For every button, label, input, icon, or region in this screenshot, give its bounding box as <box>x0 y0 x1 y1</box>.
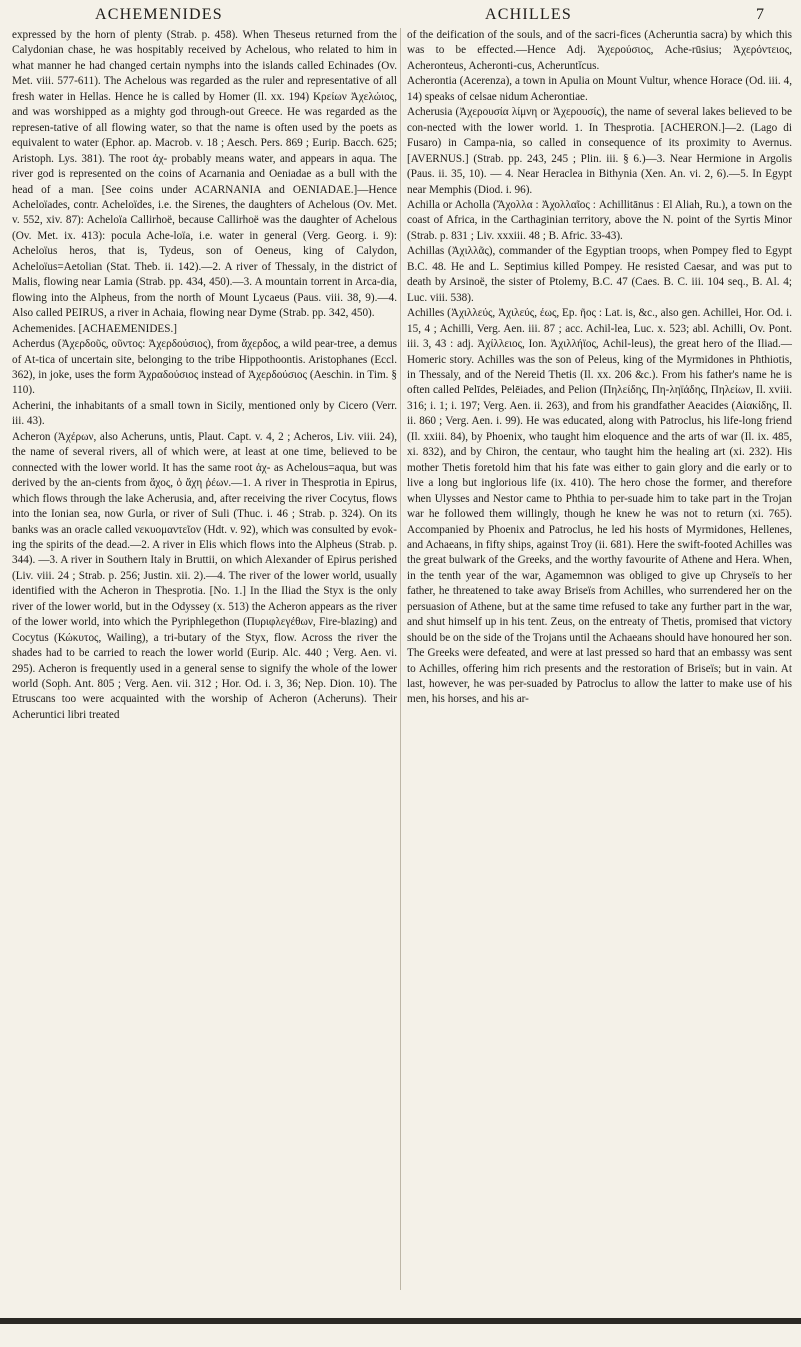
entry-paragraph: Achilles (Ἀχιλλεύς, Ἀχιλεύς, έως, Ep. ῆος : Lat. is, &c., also gen. Achillei, Hor. Od. i. 15, 4 ; Achilli, Verg. Aen. iii. 87 ; acc. Achil-lea, Luc. x. 523; abl. Achilli, Ov. Pont. iii. 3, 43 : adj. Ἀχίλλειος, Ion. Ἀχιλλήϊος, Achil-leus), the great hero of the Iliad.—Homeric story. Achilles was the son of Peleus, king of the Myrmidones in Phthiotis, in Thessaly, and of the Nereid Thetis (Il. xx. 206 &c.). From his father's name he is often called Pelīdes, Pelēiades, and Pelion (Πηλείδης, Πη-ληϊάδης, Πηλείων, Il. xviii. 316; i. 1; i. 197; Verg. Aen. ii. 263), and from his grandfather Aeacides (Αἰακίδης, Il. ii. 860 ; Verg. Aen. i. 99). He was educated, along with Patroclus, his life-long friend (Il. xxiii. 84), by Phoenix, who taught him eloquence and the arts of war (Il. ix. 485, xi. 832), and by Chiron, the centaur, who taught him the healing art (xi. 232). His mother Thetis foretold him that his fate was either to gain glory and die early or to live a long but inglorious life (ix. 410). The hero chose the former, and therefore when Ulysses and Nestor came to Phthia to per-suade him to take part in the Trojan war he followed them willingly, though he knew he was not to return (xi. 765). Accompanied by Phoenix and Patroclus, he led his hosts of Myrmidones, Hellenes, and Achaeans, in fifty ships, against Troy (ii. 681). Here the swift-footed Achilles was the great bulwark of the Greeks, and the worthy favourite of Athene and Hera. When, in the tenth year of the war, Agamemnon was obliged to give up Chryseïs to her father, he threatened to take away Briseïs from Achilles, who surrendered her on the persuasion of Athene, but at the same time refused to take any further part in the war, and shut himself up in his tent. Zeus, on the entreaty of Thetis, promised that victory should be on the side of the Trojans until the Achaeans should have honoured her son. The Greeks were defeated, and were at last pressed so hard that an embassy was sent to Achilles, offering him rich presents and the restoration of Briseïs; but in vain. At last, however, he was per-suaded by Patroclus to allow the latter to make use of his men, his horses, and his ar- <box>407 307 792 706</box>
entry-paragraph: of the deification of the souls, and of the sacri-fices (Acheruntia sacra) by which this was to be effected.—Hence Adj. Ἀχερούσιος, Ache-rūsius; Ἀχερόντειος, Acheronteus, Acheronti-cus, Acheruntĭcus. <box>407 29 792 72</box>
entry-paragraph: Acherdus (Ἀχερδοῦς, οῦντος: Ἀχερδούσιος), from ἄχερδος, a wild pear-tree, a demus of At-tica of uncertain site, belonging to the tribe Hippothoontis. Aristophanes (Eccl. 362), in joke, uses the form Ἀχραδούσιος instead of Ἀχερδούσιος (Aeschin. in Tim. § 110). <box>12 338 397 397</box>
column-divider <box>400 28 401 1290</box>
running-header-left: ACHEMENIDES <box>95 6 223 23</box>
entry-paragraph: Achemenides. [ACHAEMENIDES.] <box>12 322 177 335</box>
page-number: 7 <box>756 6 766 23</box>
right-column <box>407 28 792 708</box>
entry-paragraph: Achilla or Acholla (Ἄχολλα : Ἀχολλαῖος : Achillitānus : El Aliah, Ru.), a town on the coast of Africa, in the Carthaginian territory, above the N. point of the Syrtis Minor (Strab. p. 831 ; Liv. xxxiii. 48 ; B. Afric. 33-43). <box>407 198 792 242</box>
running-header-right: ACHILLES <box>485 6 572 23</box>
left-column <box>12 28 397 723</box>
entry-paragraph: expressed by the horn of plenty (Strab. p. 458). When Theseus returned from the Calydonian chase, he was hospitably received by Achelous, who related to him in what manner he had changed certain nymphs into the islands called Echinades (Ov. Met. viii. 577-611). The Achelous was regarded as the ruler and representative of all fresh water in Hellas. Hence he is called by Homer (Il. xx. 194) Κρείων Ἀχελώιος, and was worshipped as a mighty god through-out Greece. He was regarded as the represen-tative of all flowing water, so that the name is often used by the poets as equivalent to water (Ephor. ap. Macrob. v. 18 ; Aesch. Pers. 869 ; Eurip. Bacch. 625; Aristoph. Lys. 381). The root ἀχ- probably means water, and appears in aqua. The river god is represented on the coins of Acarnania and Oeniadae as a bull with the head of a man. [See coins under ACARNANIA and OENIADAE.]—Hence Acheloïades, contr. Acheloïdes, i.e. the Sirenes, the daughters of Achelous (Ov. Met. v. 552, xiv. 87): Acheloïa Callirhoë, because Callirhoë was the daughter of Achelous (Ov. Met. ix. 413): pocula Ache-loïa, i.e. water in general (Verg. Georg. i. 9): Acheloïus heros, that is, Tydeus, son of Oeneus, king of Calydon, Acheloïus=Aetolian (Stat. Theb. ii. 142).—2. A river of Thessaly, in the district of Malis, flowing near Lamia (Strab. pp. 434, 450).—3. A mountain torrent in Arca-dia, flowing into the Alpheus, from the north of Mount Lycaeus (Paus. viii. 38, 9).—4. Also called PEIRUS, a river in Achaia, flowing near Dyme (Strab. pp. 342, 450). <box>12 29 397 320</box>
entry-paragraph: Achillas (Ἀχιλλᾶς), commander of the Egyptian troops, when Pompey fled to Egypt B.C. 48. He and L. Septimius killed Pompey. He resisted Caesar, and was put to death by Arsinoë, the sister of Ptolemy, B.C. 47 (Caes. B. C. iii. 104 seq., B. Al. 4; Luc. viii. 538). <box>407 245 792 304</box>
entry-paragraph: Acherontia (Acerenza), a town in Apulia on Mount Vultur, whence Horace (Od. iii. 4, 14) speaks of celsae nidum Acherontiae. <box>407 75 792 103</box>
entry-paragraph: Acheron (Ἀχέρων, also Acheruns, untis, Plaut. Capt. v. 4, 2 ; Acheros, Liv. viii. 24), the name of several rivers, all of which were, at least at one time, believed to be connected with the lower world. It has the same root ἀχ- as Achelous=aqua, but was derived by the an-cients from ἄχος, ὁ ἄχη ῥέων.—1. A river in Thesprotia in Epirus, which flows through the lake Acherusia, and, after receiving the river Cocytus, flows into the Ionian sea, now Gurla, or river of Suli (Thuc. i. 46 ; Strab. p. 324). On its banks was an oracle called νεκυομαντεῖον (Hdt. v. 92), which was consulted by evok-ing the spirits of the dead.—2. A river in Elis which flows into the Alpheus (Strab. p. 344). —3. A river in Southern Italy in Bruttii, on which Alexander of Epirus perished (Liv. viii. 24 ; Strab. p. 256; Justin. xii. 2).—4. The river of the lower world, usually identified with the Acheron in Thesprotia. [No. 1.] In the Iliad the Styx is the only river of the lower world, but in the Odyssey (x. 513) the Acheron appears as the river of the lower world, into which the Pyriphlegethon (Πυριφλεγέθων, Fire-blazing) and Cocytus (Κώκυτος, Wailing), a tri-butary of the Styx, flow. Across the river the shades had to be carried to reach the lower world (Eurip. Alc. 440 ; Verg. Aen. vi. 295). Acheron is frequently used in a general sense to signify the whole of the lower world (Soph. Ant. 805 ; Verg. Aen. vii. 312 ; Hor. Od. i. 3, 36; Nep. Dion. 10). The Etruscans too were acquainted with the worship of Acheron (Acheruns). Their Acheruntici libri treated <box>12 430 397 721</box>
entry-paragraph: Acherini, the inhabitants of a small town in Sicily, mentioned only by Cicero (Verr. iii. 43). <box>12 399 397 428</box>
page-bottom-edge <box>0 1318 801 1324</box>
entry-paragraph: Acherusia (Ἀχερουσία λίμνη or Ἀχερουσίς), the name of several lakes believed to be con-nected with the lower world. 1. In Thesprotia. [ACHERON.]—2. (Lago di Fusaro) in Campa-nia, so called in consequence of its proximity to Avernus. [AVERNUS.] (Strab. pp. 243, 245 ; Plin. iii. § 6.)—3. Near Hermione in Argolis (Paus. ii. 35, 10). — 4. Near Heraclea in Bithynia (Xen. An. vi. 2, 6).—5. In Egypt near Memphis (Diod. i. 96). <box>407 106 792 196</box>
